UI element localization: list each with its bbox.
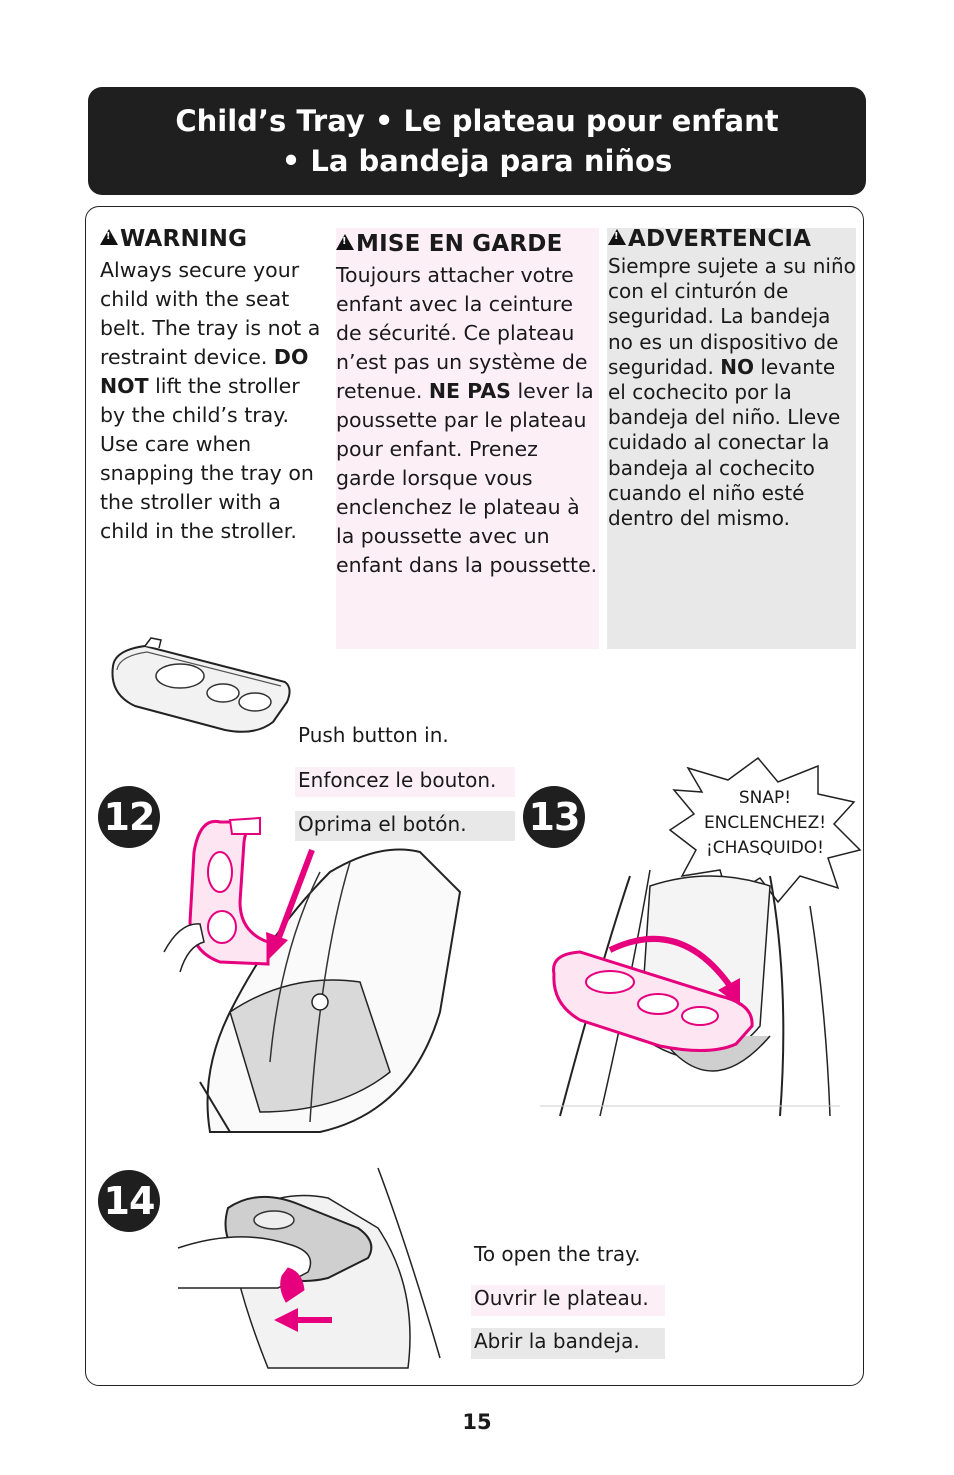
step-12-caption-fr: Enfoncez le bouton. [295, 767, 515, 797]
step-13-badge: 13 [523, 786, 585, 848]
warning-triangle-icon [336, 234, 354, 250]
step-14-caption-en: To open the tray. [474, 1242, 641, 1266]
snap-text [690, 786, 840, 861]
tray-illustration [105, 636, 295, 736]
step-14-caption-fr: Ouvrir le plateau. [471, 1285, 665, 1316]
page-header [88, 87, 866, 195]
snap-text-en: SNAP! [738, 788, 792, 808]
warning-fr-text: Toujours attacher votre enfant avec la ceinture de sécurité. Ce plateau n’est pas un système de retenue. NE PAS lever la poussette par le plateau pour enfant. Prenez garde lorsque vous enclenchez le plateau à la poussette avec un enfant dans la poussette. [336, 263, 598, 577]
warning-es-text: Siempre sujete a su niño con el cinturón de seguridad. La bandeja no es un dispositivo de seguridad. NO levante el cochecito por la bandeja del niño. Lleve cuidado al conectar la bandeja al cochecito cuando el niño esté dentro del mismo. [608, 254, 856, 531]
step-14-caption-es: Abrir la bandeja. [471, 1328, 665, 1359]
step-14-badge: 14 [98, 1170, 160, 1232]
step-13-illustration [540, 866, 840, 1126]
snap-text-es: ¡CHASQUIDO! [705, 838, 824, 858]
step-12-badge: 12 [98, 786, 160, 848]
warning-es-title: ADVERTENCIA [628, 226, 812, 252]
step-12-caption-en: Push button in. [298, 723, 449, 747]
warning-triangle-icon [608, 229, 626, 245]
warning-es [608, 226, 856, 531]
warning-fr [336, 231, 598, 580]
snap-text-fr: ENCLENCHEZ! [703, 813, 827, 833]
header-line-2: • La bandeja para niños [281, 144, 673, 178]
page-number: 15 [462, 1410, 492, 1434]
warning-en-title: WARNING [120, 226, 248, 252]
warning-en-text: Always secure your child with the seat belt. The tray is not a restraint device. DO NOT lift the stroller by the child’s tray. Use care when snapping the tray on the stroller with a child in the stroller. [100, 258, 321, 543]
step-12-illustration [160, 812, 520, 1137]
step-12-caption-es: Oprima el botón. [295, 811, 515, 841]
warning-en [100, 226, 328, 546]
step-14-illustration [178, 1168, 443, 1368]
warning-fr-title: MISE EN GARDE [356, 231, 563, 257]
warning-triangle-icon [100, 229, 118, 245]
header-line-1: Child’s Tray • Le plateau pour enfant [175, 104, 779, 138]
